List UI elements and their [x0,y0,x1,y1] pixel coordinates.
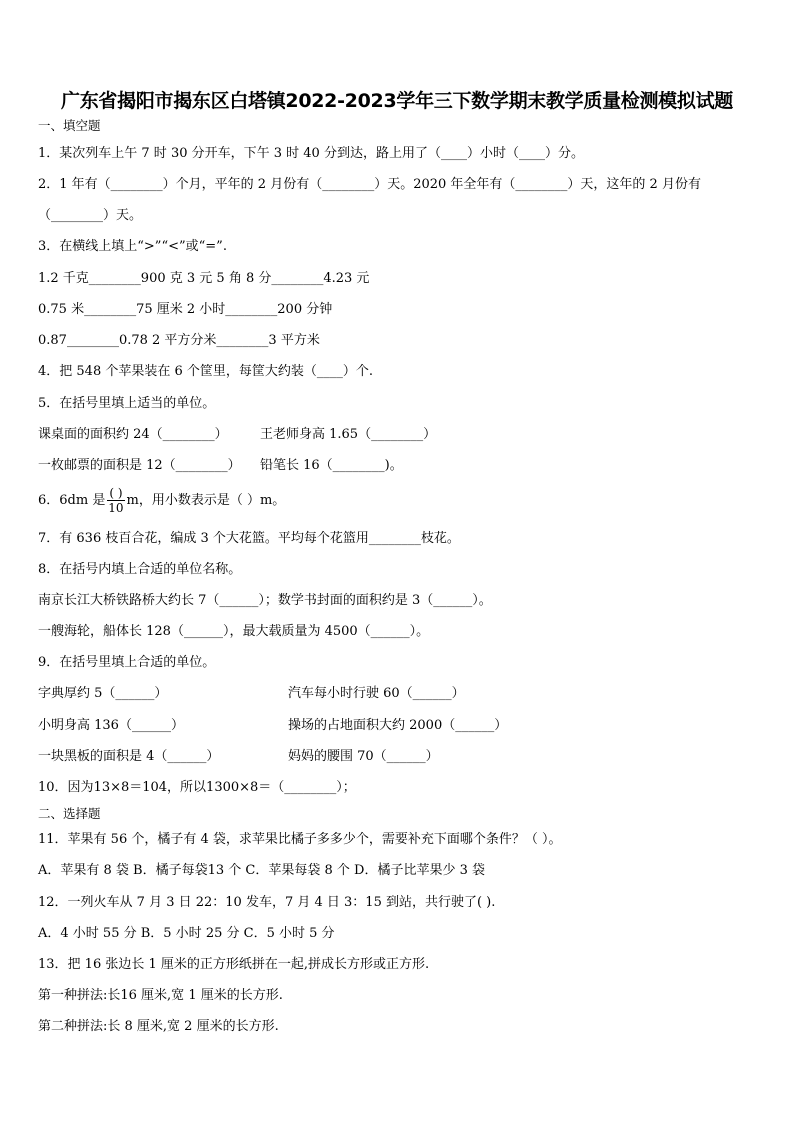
question-5-item-desk: 课桌面的面积约 24（________） [38,427,228,442]
question-6-prefix: 6．6dm 是 [38,493,106,508]
question-5-item-stamp: 一枚邮票的面积是 12（________） [38,458,241,473]
page-title: 广东省揭阳市揭东区白塔镇2022-2023学年三下数学期末教学质量检测模拟试题 [61,90,733,112]
question-9-item-playground: 操场的占地面积大约 2000（______） [288,718,508,733]
question-11: 11．苹果有 56 个，橘子有 4 袋，求苹果比橘子多多少个，需要补充下面哪个条件？（ ）。 [38,832,562,847]
question-12: 12．一列火车从 7 月 3 日 22：10 发车，7 月 4 日 3：15 到站，共行驶了( ). [38,895,496,910]
question-3-row-3: 0.87________0.78 2 平方分米________3 平方米 [38,333,320,348]
question-8-row-2: 一艘海轮，船体长 128（______），最大载质量为 4500（______）。 [38,624,430,639]
question-9-item-waist: 妈妈的腰围 70（______） [288,749,439,764]
question-4: 4．把 548 个苹果装在 6 个筐里，每筐大约装（____）个. [38,364,374,379]
question-9: 9．在括号里填上合适的单位。 [38,655,216,670]
question-6-suffix: m，用小数表示是（ ）m。 [126,493,286,508]
question-9-item-dictionary: 字典厚约 5（______） [38,686,168,701]
question-3: 3．在横线上填上“>”“<”或“=”. [38,239,227,254]
question-2-line-1: 2．1 年有（________）个月，平年的 2 月份有（________）天。2020 年全年有（________）天，这年的 2 月份有 [38,177,701,192]
question-7: 7．有 636 枝百合花，编成 3 个大花篮。平均每个花篮用________枝花。 [38,531,460,546]
question-13: 13．把 16 张边长 1 厘米的正方形纸拼在一起,拼成长方形或正方形. [38,957,430,972]
question-9-row-3 [38,749,758,765]
question-3-row-1: 1.2 千克________900 克 3 元 5 角 8 分________4.23 元 [38,271,370,286]
question-2-line-2: （________）天。 [38,208,143,223]
question-13-method-1: 第一种拼法:长16 厘米,宽 1 厘米的长方形. [38,988,283,1003]
question-12-options: A．4 小时 55 分 B．5 小时 25 分 C．5 小时 5 分 [38,926,335,941]
question-6 [38,486,285,515]
question-5-item-pencil: 铅笔长 16（________)。 [260,458,403,473]
question-9-row-2 [38,718,758,734]
question-13-method-2: 第二种拼法:长 8 厘米,宽 2 厘米的长方形. [38,1019,279,1034]
question-8: 8．在括号内填上合适的单位名称。 [38,562,242,577]
question-8-row-1: 南京长江大桥铁路桥大约长 7（______）；数学书封面的面积约是 3（______）。 [38,593,492,608]
question-5: 5．在括号里填上适当的单位。 [38,396,216,411]
question-6-fraction [107,486,124,515]
question-3-row-2: 0.75 米________75 厘米 2 小时________200 分钟 [38,302,333,317]
question-9-item-blackboard: 一块黑板的面积是 4（______） [38,749,220,764]
section-fill-in: 一、填空题 [38,118,101,133]
question-9-item-car: 汽车每小时行驶 60（______） [288,686,465,701]
question-11-options: A．苹果有 8 袋 B．橘子每袋13 个 C．苹果每袋 8 个 D．橘子比苹果少 3 袋 [38,863,485,878]
question-5-item-teacher: 王老师身高 1.65（________） [260,427,437,442]
section-multiple-choice: 二、选择题 [38,806,101,821]
question-10: 10．因为13×8＝104，所以1300×8＝（________）； [38,780,356,795]
question-9-row-1 [38,686,758,702]
question-5-row-1 [38,427,758,443]
fraction-denominator: 10 [108,501,124,515]
fraction-numerator: ( ) [109,486,123,500]
question-1: 1．某次列车上午 7 时 30 分开车，下午 3 时 40 分到达，路上用了（____）小时（____）分。 [38,146,584,161]
question-5-row-2 [38,458,758,474]
question-9-item-height: 小明身高 136（______） [38,718,184,733]
